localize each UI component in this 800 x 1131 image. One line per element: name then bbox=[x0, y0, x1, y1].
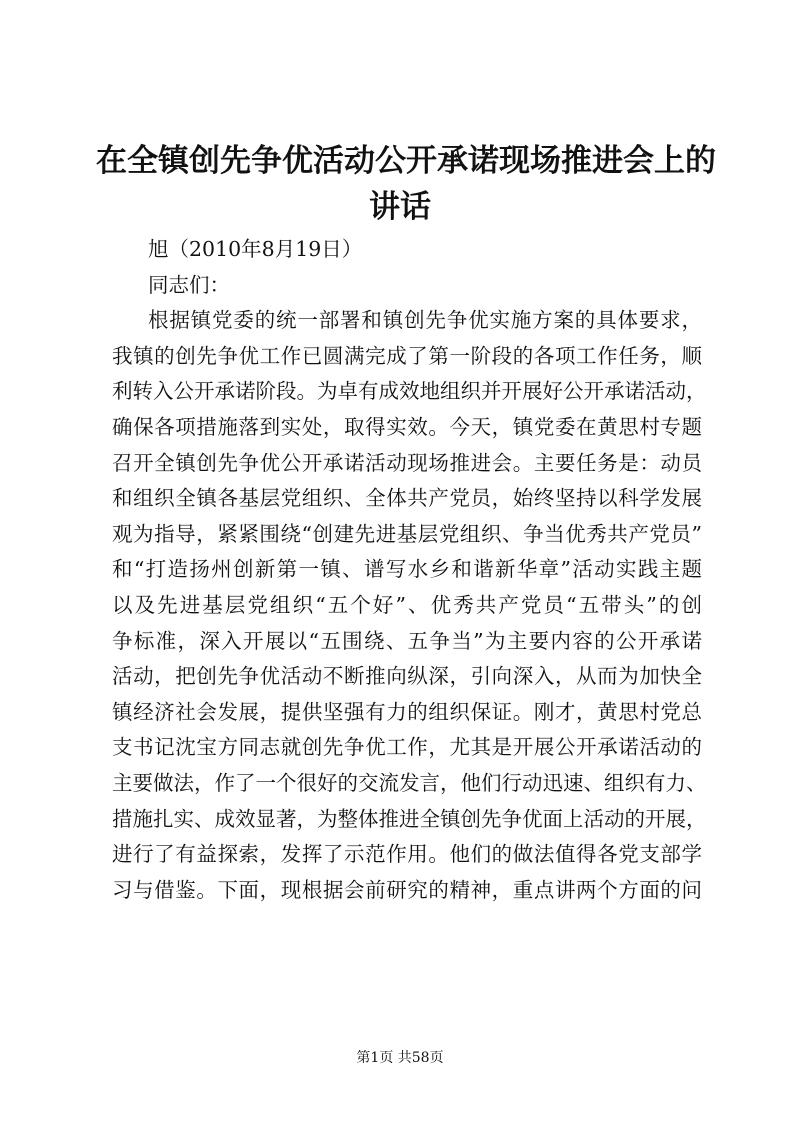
document-body bbox=[112, 232, 707, 908]
document-title bbox=[96, 138, 716, 230]
paragraph-line: 根据镇党委的统一部署和镇创先争优实施方案的具体要求， bbox=[148, 308, 702, 333]
paragraph-line: 我镇的创先争优工作已圆满完成了第一阶段的各项工作任务，顺 bbox=[112, 343, 702, 368]
paragraph-line: 镇经济社会发展，提供坚强有力的组织保证。刚才，黄思村党总 bbox=[112, 699, 702, 724]
paragraph-line: 召开全镇创先争优公开承诺活动现场推进会。主要任务是：动员 bbox=[112, 450, 702, 475]
paragraph-line: 主要做法，作了一个很好的交流发言，他们行动迅速、组织有力、 bbox=[112, 770, 707, 795]
paragraph-line: 支书记沈宝方同志就创先争优工作，尤其是开展公开承诺活动的 bbox=[112, 735, 702, 760]
paragraph-line: 和组织全镇各基层党组织、全体共产党员，始终坚持以科学发展 bbox=[112, 486, 702, 511]
page-footer: 第1页 共58页 bbox=[356, 1050, 444, 1066]
title-line-2: 讲话 bbox=[369, 189, 431, 225]
paragraph-line: 措施扎实、成效显著，为整体推进全镇创先争优面上活动的开展， bbox=[112, 806, 707, 831]
paragraph-line: 观为指导，紧紧围绕“创建先进基层党组织、争当优秀共产党员” bbox=[112, 521, 702, 546]
paragraph-line: 争标准，深入开展以“五围绕、五争当”为主要内容的公开承诺 bbox=[112, 628, 702, 653]
salutation: 同志们： bbox=[148, 272, 230, 297]
title-line-1: 在全镇创先争优活动公开承诺现场推进会上的 bbox=[96, 143, 716, 179]
paragraph-line: 习与借鉴。下面，现根据会前研究的精神，重点讲两个方面的问 bbox=[112, 877, 702, 902]
paragraph-line: 进行了有益探索，发挥了示范作用。他们的做法值得各党支部学 bbox=[112, 842, 702, 867]
paragraph-line: 利转入公开承诺阶段。为卓有成效地组织并开展好公开承诺活动， bbox=[112, 379, 707, 404]
paragraph-line: 以及先进基层党组织“五个好”、优秀共产党员“五带头”的创 bbox=[112, 592, 702, 617]
paragraph-line: 和“打造扬州创新第一镇、谱写水乡和谐新华章”活动实践主题 bbox=[112, 557, 702, 582]
paragraph-line: 确保各项措施落到实处，取得实效。今天，镇党委在黄思村专题 bbox=[112, 414, 702, 439]
paragraph-line: 活动，把创先争优活动不断推向纵深，引向深入，从而为加快全 bbox=[112, 664, 702, 689]
byline: 旭（2010年8月19日） bbox=[148, 237, 363, 261]
